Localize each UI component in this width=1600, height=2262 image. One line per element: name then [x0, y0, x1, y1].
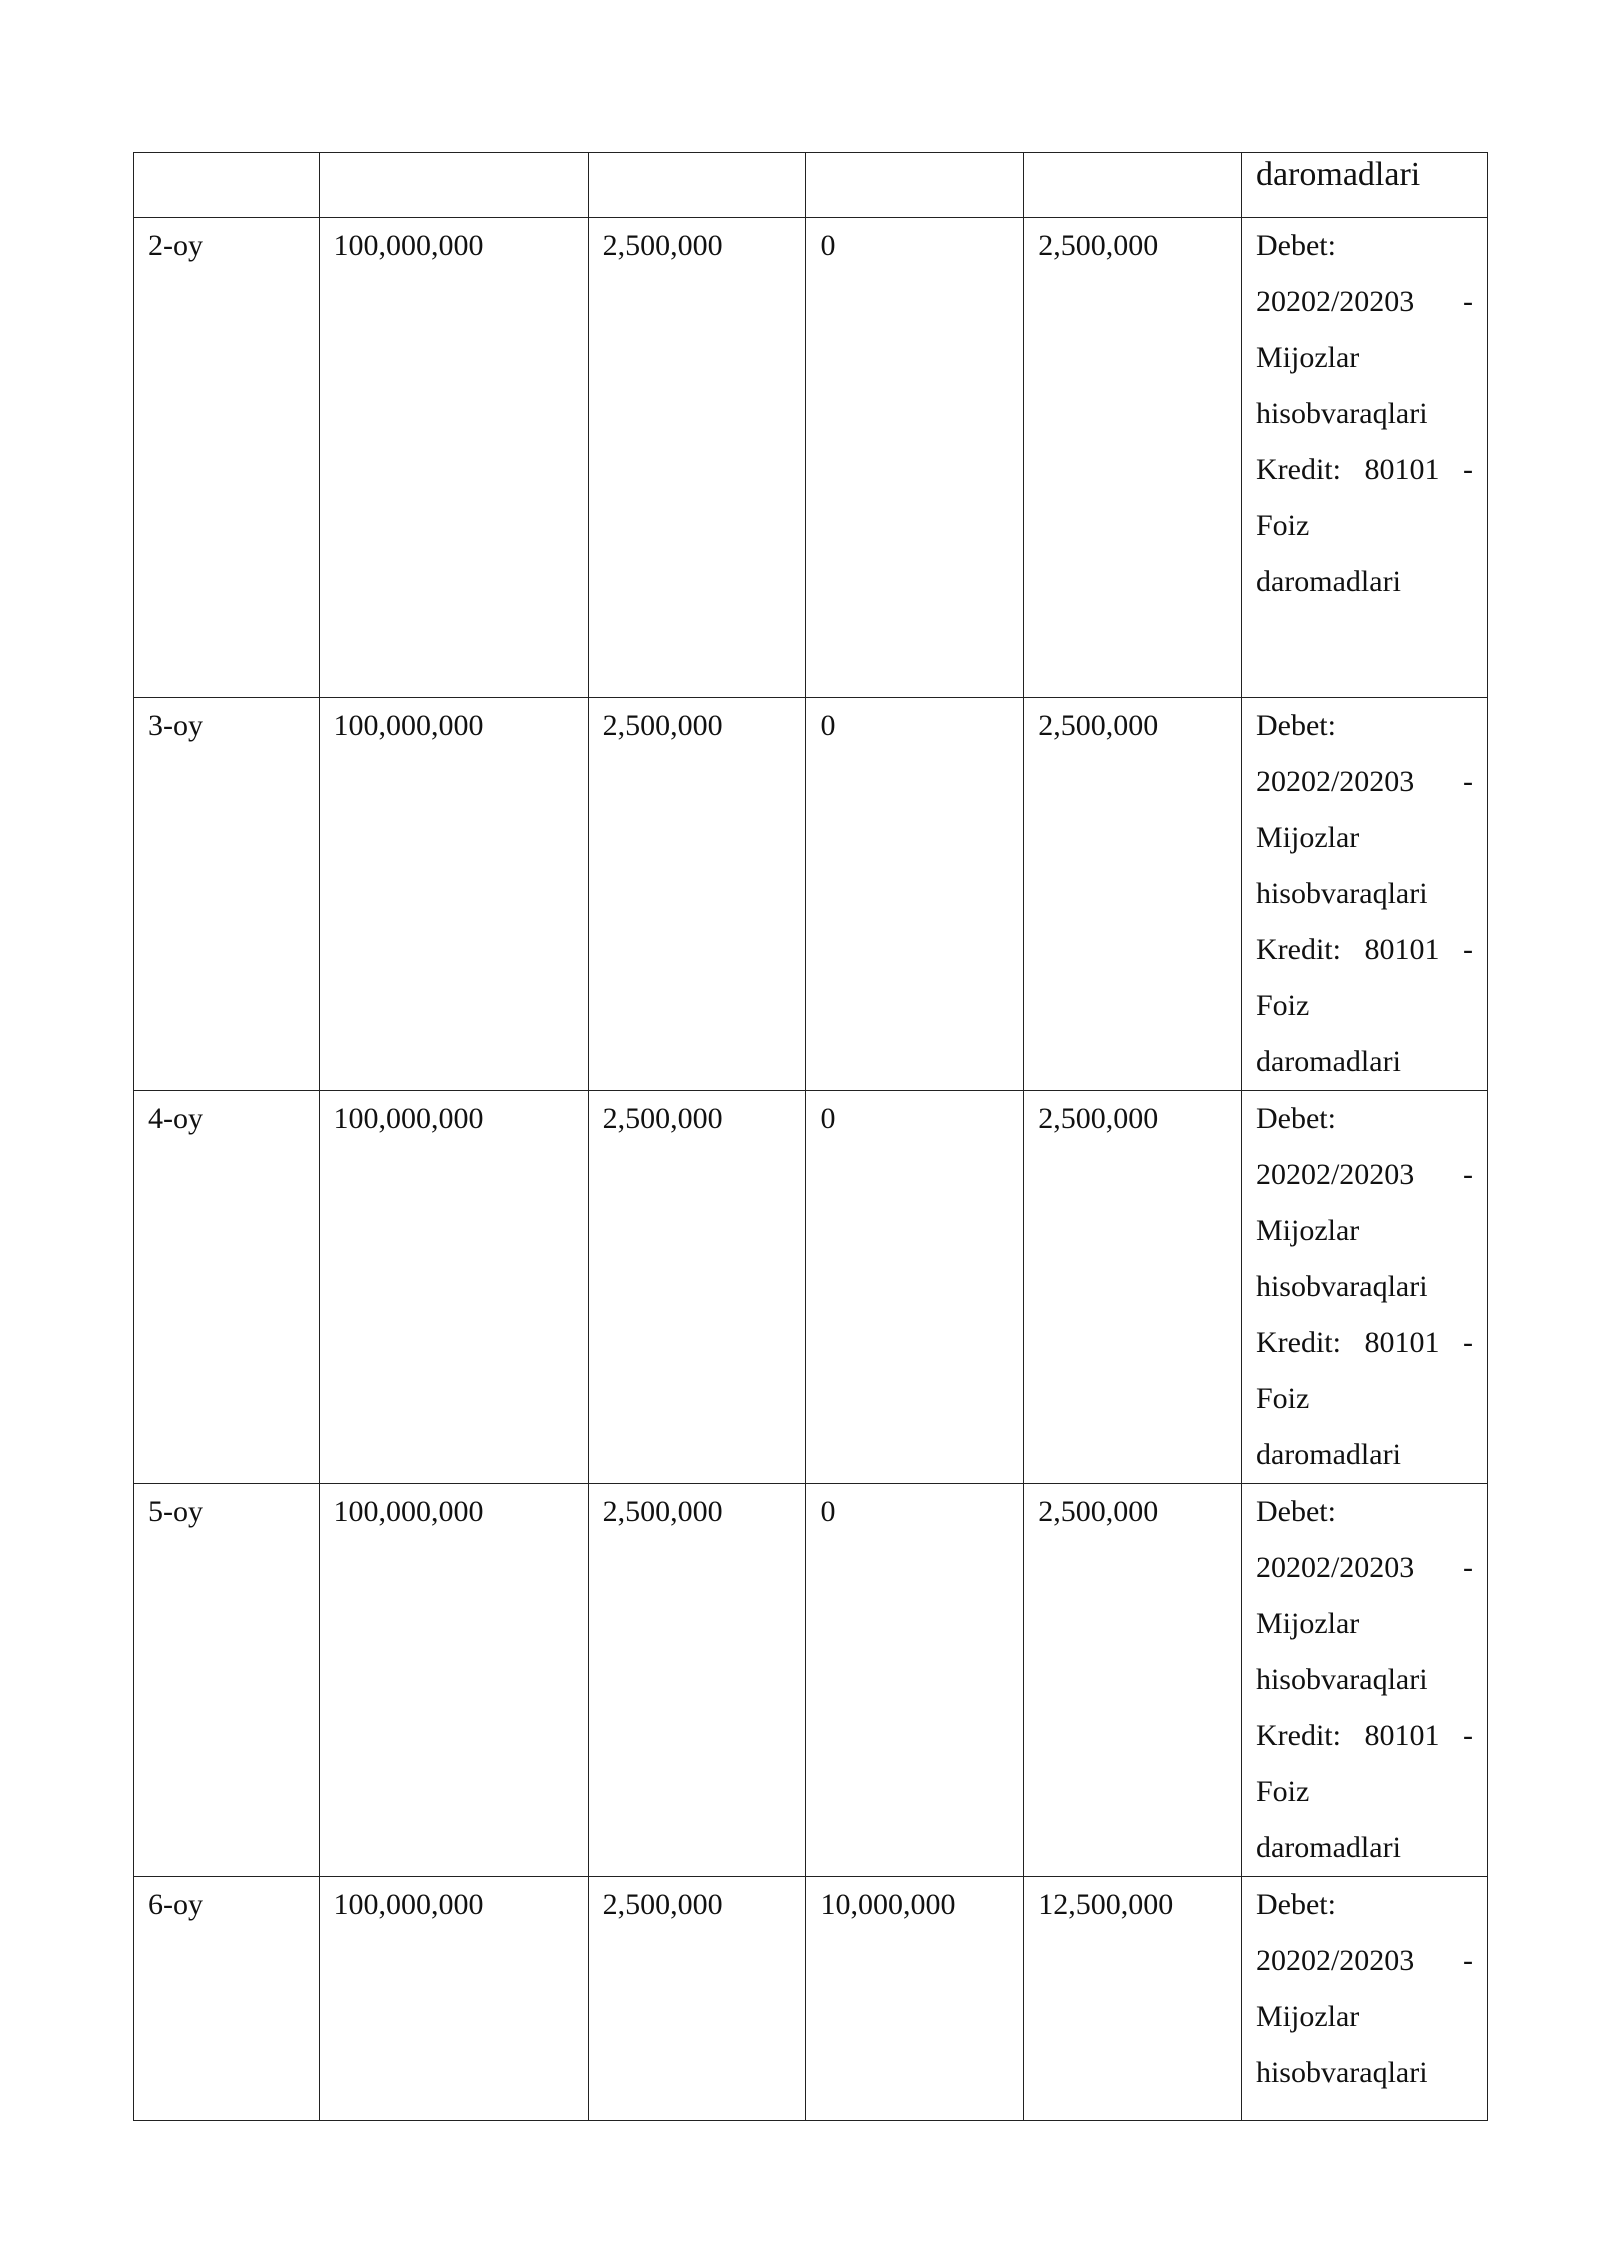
- entry-line: Kredit: 80101 -: [1255, 453, 1473, 486]
- entry-line: Foiz: [1255, 509, 1310, 542]
- interest-cell: 2,500,000: [588, 1484, 806, 1877]
- total-cell: 2,500,000: [1024, 1091, 1242, 1484]
- principal-cell: 100,000,000: [319, 1091, 588, 1484]
- entry-line: Mijozlar: [1255, 1214, 1360, 1247]
- entry-line: Kredit: 80101 -: [1255, 1326, 1473, 1359]
- loan-schedule-table: [133, 152, 1488, 2121]
- repayment-cell: 10,000,000: [806, 1877, 1024, 2121]
- entry-line: 20202/20203 -: [1255, 765, 1473, 798]
- table-row: [134, 1091, 1488, 1484]
- entry-line: Debet:: [1255, 1495, 1336, 1528]
- accounting-entry-cell: [1241, 218, 1487, 698]
- repayment-cell: 0: [806, 698, 1024, 1091]
- entry-line: hisobvaraqlari: [1255, 397, 1428, 430]
- table-cell-carry-over: daromadlari: [1241, 153, 1487, 218]
- table-row-continuation: [134, 153, 1488, 218]
- entry-line: Foiz: [1255, 989, 1310, 1022]
- total-cell: 2,500,000: [1024, 698, 1242, 1091]
- accounting-entry-cell: [1241, 1877, 1487, 2121]
- principal-cell: 100,000,000: [319, 1484, 588, 1877]
- entry-line: Mijozlar: [1255, 1607, 1360, 1640]
- entry-line: Debet:: [1255, 1102, 1336, 1135]
- principal-cell: 100,000,000: [319, 218, 588, 698]
- entry-line: Kredit: 80101 -: [1255, 1719, 1473, 1752]
- accounting-entry-cell: [1241, 1091, 1487, 1484]
- month-cell: 2-oy: [134, 218, 320, 698]
- principal-cell: 100,000,000: [319, 1877, 588, 2121]
- entry-line: Debet:: [1255, 709, 1336, 742]
- entry-line: 20202/20203 -: [1255, 285, 1473, 318]
- principal-cell: 100,000,000: [319, 698, 588, 1091]
- entry-line: hisobvaraqlari: [1255, 2056, 1428, 2089]
- repayment-cell: 0: [806, 1484, 1024, 1877]
- entry-line: Mijozlar: [1255, 341, 1360, 374]
- table-cell: [588, 153, 806, 218]
- entry-line: Mijozlar: [1255, 821, 1360, 854]
- table-cell: [806, 153, 1024, 218]
- month-cell: 6-oy: [134, 1877, 320, 2121]
- entry-line: Foiz: [1255, 1775, 1310, 1808]
- table-cell: [1024, 153, 1242, 218]
- total-cell: 12,500,000: [1024, 1877, 1242, 2121]
- accounting-entry-cell: [1241, 1484, 1487, 1877]
- month-cell: 3-oy: [134, 698, 320, 1091]
- table-cell: [319, 153, 588, 218]
- table-row: [134, 1484, 1488, 1877]
- entry-line: Debet:: [1255, 229, 1336, 262]
- entry-line: hisobvaraqlari: [1255, 877, 1428, 910]
- entry-line: Debet:: [1255, 1888, 1336, 1921]
- entry-line: daromadlari: [1255, 1045, 1401, 1078]
- repayment-cell: 0: [806, 1091, 1024, 1484]
- total-cell: 2,500,000: [1024, 1484, 1242, 1877]
- month-cell: 5-oy: [134, 1484, 320, 1877]
- interest-cell: 2,500,000: [588, 1877, 806, 2121]
- interest-cell: 2,500,000: [588, 698, 806, 1091]
- entry-line: 20202/20203 -: [1255, 1158, 1473, 1191]
- entry-line: Foiz: [1255, 1382, 1310, 1415]
- entry-line: daromadlari: [1255, 1438, 1401, 1471]
- table-row: [134, 698, 1488, 1091]
- entry-line: daromadlari: [1255, 565, 1401, 598]
- entry-line: Kredit: 80101 -: [1255, 933, 1473, 966]
- entry-line: hisobvaraqlari: [1255, 1270, 1428, 1303]
- total-cell: 2,500,000: [1024, 218, 1242, 698]
- table-row: [134, 218, 1488, 698]
- repayment-cell: 0: [806, 218, 1024, 698]
- interest-cell: 2,500,000: [588, 218, 806, 698]
- entry-line: 20202/20203 -: [1255, 1944, 1473, 1977]
- table-cell: [134, 153, 320, 218]
- entry-line: daromadlari: [1255, 1831, 1401, 1864]
- entry-line: hisobvaraqlari: [1255, 1663, 1428, 1696]
- table-row: [134, 1877, 1488, 2121]
- interest-cell: 2,500,000: [588, 1091, 806, 1484]
- accounting-entry-cell: [1241, 698, 1487, 1091]
- month-cell: 4-oy: [134, 1091, 320, 1484]
- entry-line: Mijozlar: [1255, 2000, 1360, 2033]
- entry-line: 20202/20203 -: [1255, 1551, 1473, 1584]
